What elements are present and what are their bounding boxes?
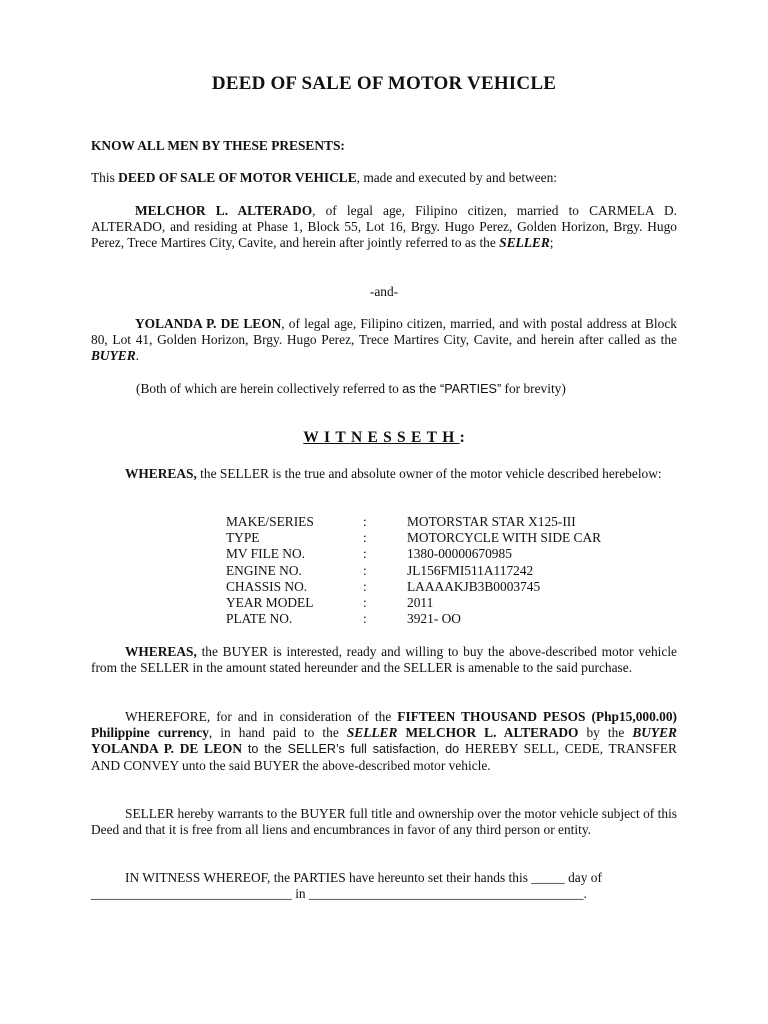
whereas-owner-paragraph [91, 466, 677, 482]
seller-role: SELLER [499, 235, 550, 251]
witnesseth-heading [0, 428, 768, 448]
vehicle-colon: : [363, 530, 367, 546]
in-witness-paragraph [91, 870, 677, 902]
whereas-buyer-paragraph [91, 644, 677, 676]
wherefore-t3: by the [578, 725, 633, 741]
vehicle-label: PLATE NO. [226, 611, 293, 627]
wherefore-t2: , in hand paid to the [208, 725, 347, 741]
witnesseth-colon: : [459, 429, 465, 446]
vehicle-colon: : [363, 546, 367, 562]
whereas-owner-text: the SELLER is the true and absolute owner of the motor vehicle described herebelow: [196, 466, 662, 481]
seller-text: , of legal age, Filipino citizen, married to CARMELA D. ALTERADO, and residing at Phase 1, Block 55, Lot 16, Brgy. Hugo Perez, Golden Horizon, Brgy. Hugo Perez, Trece Martires City, Cavite, and herein after jointly referred to as the [91, 203, 677, 251]
warranty-paragraph: SELLER hereby warrants to the BUYER full title and ownership over the motor vehicle subject of this Deed and that it is free from all liens and encumbrances in favor of any third person or entity. [91, 806, 677, 838]
opening-suffix: , made and executed by and between: [356, 170, 558, 185]
and-separator: -and- [369, 284, 399, 299]
buyer-name: YOLANDA P. DE LEON [135, 316, 282, 331]
parties-note-after: for brevity) [501, 381, 566, 396]
wherefore-buyer-name: YOLANDA P. DE LEON [91, 741, 243, 757]
vehicle-value: MOTORCYCLE WITH SIDE CAR [407, 530, 602, 546]
vehicle-colon: : [363, 578, 367, 594]
vehicle-value: MOTORSTAR STAR X125-III [407, 514, 576, 529]
vehicle-label: YEAR MODEL [226, 594, 314, 610]
vehicle-row-chassis [226, 579, 686, 595]
vehicle-row-engine [226, 563, 686, 579]
buyer-end: . [135, 348, 140, 364]
vehicle-label: CHASSIS NO. [226, 578, 308, 594]
in-witness-line-1: IN WITNESS WHEREOF, the PARTIES have hereunto set their hands this _____ day of [125, 870, 602, 885]
vehicle-label: MV FILE NO. [226, 546, 305, 562]
vehicle-colon: : [363, 562, 367, 578]
seller-name: MELCHOR L. ALTERADO [135, 203, 313, 218]
wherefore-sans: to the SELLER’s full satisfaction, do [242, 742, 460, 757]
buyer-role: BUYER [91, 348, 136, 364]
wherefore-seller-name: MELCHOR L. ALTERADO [397, 725, 579, 741]
vehicle-row-year [226, 595, 686, 611]
buyer-paragraph [91, 316, 677, 365]
buyer-text: , of legal age, Filipino citizen, married, and with postal address at Block 80, Lot 41, Golden Horizon, Brgy. Hugo Perez, Trece Martires City, Cavite, and herein after called as the [91, 316, 677, 348]
vehicle-colon: : [363, 611, 367, 627]
vehicle-value: JL156FMI511A117242 [407, 562, 534, 578]
in-witness-line-2: ______________________________ in _________________________________________. [91, 886, 587, 902]
whereas-buyer-text: the BUYER is interested, ready and willing to buy the above-described motor vehicle from the SELLER in the amount stated hereunder and the SELLER is amenable to the said purchase. [91, 644, 677, 676]
vehicle-label: MAKE/SERIES [226, 514, 314, 529]
vehicle-value: LAAAAKJB3B0003745 [407, 578, 541, 594]
opening-paragraph [91, 170, 677, 186]
vehicle-details-table [226, 514, 686, 627]
parties-note [136, 381, 696, 397]
whereas-buyer-bold: WHEREAS, [125, 644, 197, 659]
vehicle-row-mv-file [226, 546, 686, 562]
opening-prefix: This [91, 170, 119, 185]
vehicle-colon: : [363, 594, 367, 610]
parties-note-sans: as the “PARTIES” [402, 382, 502, 396]
vehicle-row-make [226, 514, 686, 530]
vehicle-value: 2011 [407, 594, 434, 610]
intro-heading: KNOW ALL MEN BY THESE PRESENTS: [91, 138, 345, 153]
vehicle-row-plate [226, 611, 686, 627]
wherefore-seller-role: SELLER [346, 725, 398, 741]
vehicle-value: 3921- OO [407, 611, 461, 627]
vehicle-row-type [226, 530, 686, 546]
seller-end: ; [549, 235, 554, 251]
vehicle-label: ENGINE NO. [226, 562, 302, 578]
wherefore-buyer-role: BUYER [632, 725, 677, 741]
opening-bold: DEED OF SALE OF MOTOR VEHICLE [118, 170, 357, 185]
vehicle-colon: : [363, 514, 367, 529]
seller-paragraph [91, 203, 677, 252]
wherefore-amount: FIFTEEN THOUSAND PESOS (Php15,000.00) Philippine currency [91, 709, 678, 741]
document-title: DEED OF SALE OF MOTOR VEHICLE [211, 73, 557, 94]
parties-note-before: (Both of which are herein collectively referred to [136, 381, 403, 396]
wherefore-paragraph [91, 709, 677, 774]
vehicle-value: 1380-00000670985 [407, 546, 512, 562]
whereas-owner-bold: WHEREAS, [125, 466, 197, 481]
witnesseth-word: WITNESSETH [303, 429, 460, 446]
wherefore-t4: HEREBY SELL, CEDE, TRANSFER AND CONVEY unto the said BUYER the above-described motor vehicle. [91, 741, 677, 773]
vehicle-label: TYPE [226, 530, 260, 546]
wherefore-t1: WHEREFORE, for and in consideration of the [125, 709, 398, 724]
